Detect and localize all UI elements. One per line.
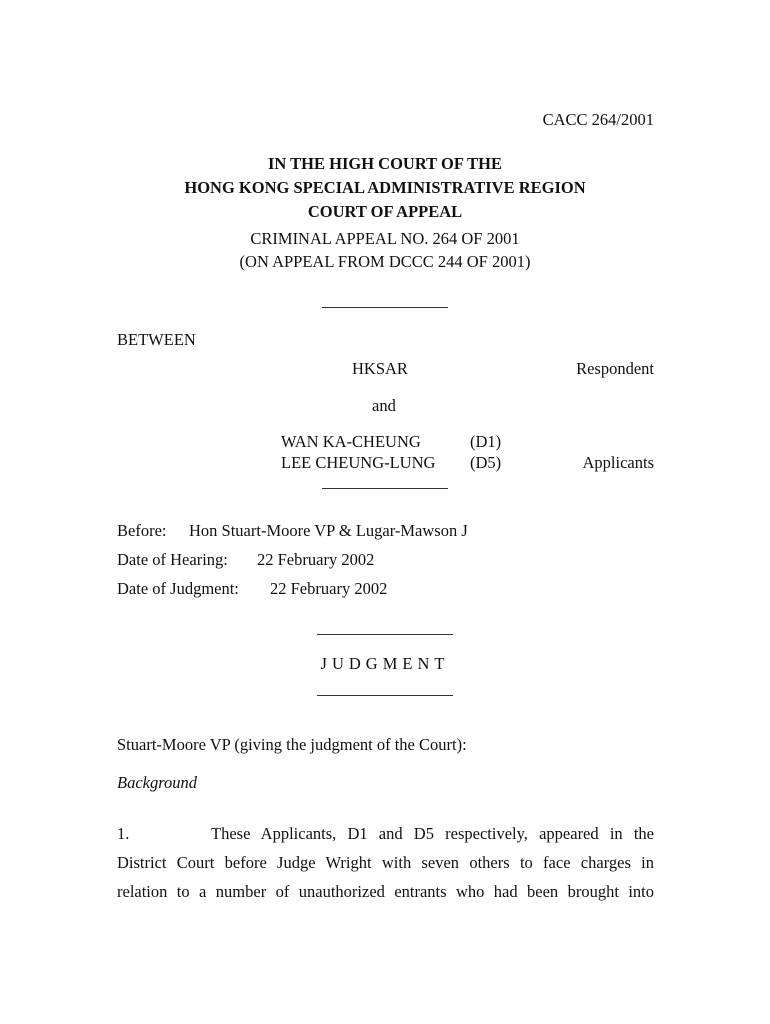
judgment-intro: Stuart-Moore VP (giving the judgment of the Court):	[117, 735, 467, 754]
separator-rule	[322, 488, 448, 489]
court-heading-line1: IN THE HIGH COURT OF THE	[268, 154, 502, 173]
judgment-date-label: Date of Judgment:	[117, 579, 239, 598]
between-label: BETWEEN	[117, 330, 196, 349]
hearing-date-label: Date of Hearing:	[117, 550, 228, 569]
paragraph-line: District Court before Judge Wright with seven others to face charges in	[117, 853, 654, 872]
applicant1-name: WAN KA-CHEUNG	[281, 432, 421, 451]
separator-rule	[322, 307, 448, 308]
judgment-date-value: 22 February 2002	[270, 579, 388, 598]
respondent-role: Respondent	[576, 359, 654, 378]
paragraph-line: These Applicants, D1 and D5 respectively, appeared in the	[211, 824, 654, 843]
appeal-origin: (ON APPEAL FROM DCCC 244 OF 2001)	[239, 252, 531, 271]
applicant1-code: (D1)	[470, 432, 502, 451]
separator-rule	[317, 695, 453, 696]
before-label: Before:	[117, 521, 167, 540]
paragraph-number: 1.	[117, 824, 130, 843]
hearing-date-value: 22 February 2002	[257, 550, 375, 569]
separator-rule	[317, 634, 453, 635]
applicant2-name: LEE CHEUNG-LUNG	[281, 453, 436, 472]
paragraph-line: relation to a number of unauthorized entrants who had been brought into	[117, 882, 654, 901]
appeal-number: CRIMINAL APPEAL NO. 264 OF 2001	[250, 229, 520, 248]
respondent-name: HKSAR	[352, 359, 408, 378]
court-heading-line3: COURT OF APPEAL	[307, 202, 463, 221]
applicants-role: Applicants	[582, 453, 654, 472]
case-reference: CACC 264/2001	[542, 110, 654, 129]
judgment-heading: JUDGMENT	[320, 654, 450, 673]
and-label: and	[372, 396, 396, 415]
section-heading: Background	[117, 773, 198, 792]
before-value: Hon Stuart-Moore VP & Lugar-Mawson J	[189, 521, 468, 540]
applicant2-code: (D5)	[470, 453, 502, 472]
court-heading-line2: HONG KONG SPECIAL ADMINISTRATIVE REGION	[184, 178, 586, 197]
